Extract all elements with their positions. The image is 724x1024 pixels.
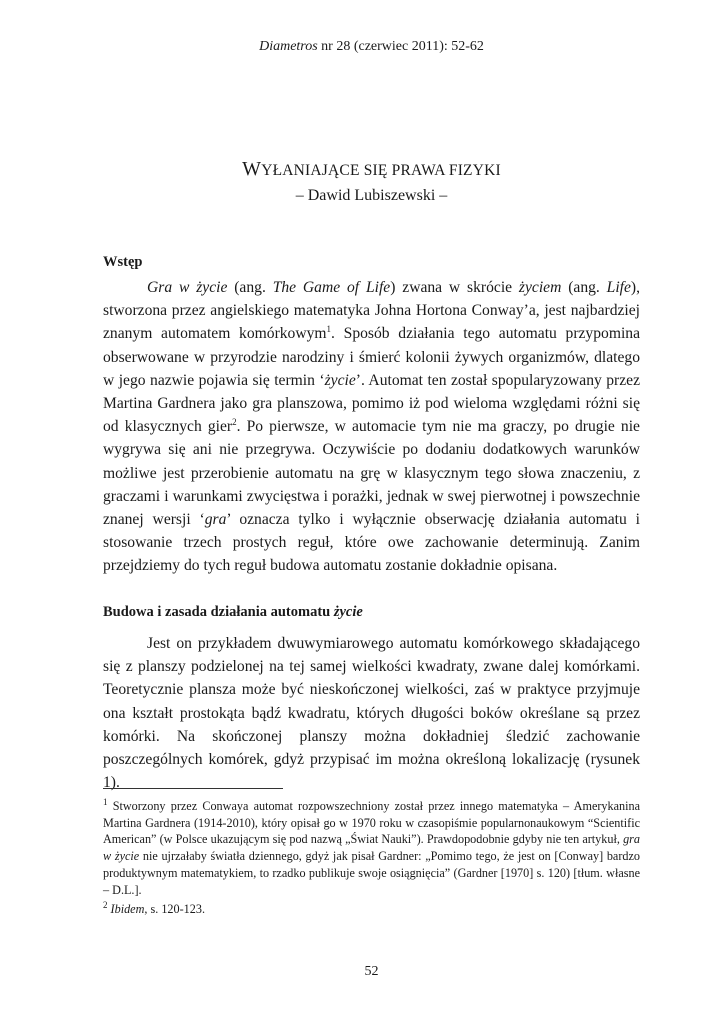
footnote-ref-2[interactable]: 2: [232, 417, 237, 428]
footnote-2-text: , s. 120-123.: [144, 902, 205, 916]
intro-text-9: . Sposób działania tego automatu przypomina obserwowane w przyrodzie narodziny i śmierć kolonii żywych organizmów, dlatego w jego nazwie pojawia się termin ‘: [103, 325, 641, 389]
intro-text-5: życiem: [518, 279, 562, 296]
journal-citation: nr 28 (czerwiec 2011): 52-62: [317, 39, 484, 54]
page-number: 52: [364, 964, 379, 979]
intro-text-13: gra: [204, 511, 227, 529]
intro-text-10: życie: [324, 371, 356, 389]
footnote-2-number: 2: [103, 899, 108, 910]
article-title: [103, 156, 640, 184]
title-rest: YŁANIAJĄCE SIĘ PRAWA FIZYKI: [261, 162, 501, 179]
footnote-separator: [103, 788, 283, 789]
journal-name: Diametros: [259, 39, 318, 54]
footnote-1-italic: gra w życie: [103, 832, 640, 864]
intro-text-3: The Game of Life: [272, 279, 391, 296]
section-heading-structure-main: Budowa i zasada działania automatu: [103, 604, 334, 620]
intro-text-12: . Po pierwsze, w automacie tym nie ma graczy, po drugie nie wygrywa się ani nie przegrywa. Oczywiście po dodaniu dodatkowych warunków możliwe jest przerobienie automatu na grę w klasycznym tego słowa znaczeniu, z graczami i warunkami zwycięstwa i porażki, jednak w swej pierwotnej i powszechnie znanej wersji ‘: [103, 418, 640, 529]
section-heading-structure-italic: życie: [333, 604, 363, 620]
running-header: [103, 38, 640, 56]
article-author: – Dawid Lubiszewski –: [295, 187, 448, 204]
intro-text-1: Gra w życie: [147, 279, 228, 296]
footnote-1: [103, 798, 640, 898]
title-first-letter: W: [242, 158, 262, 180]
footnote-1-text-b: nie ujrzałaby światła dziennego, gdyż jak pisał Gardner: „Pomimo tego, że jest on [Conway] bardzo produktywnym matematykiem, to rzadko publikuje swoje osiągnięcia” (Gardner [1970] s. 120) [tłum. własne – D.L.].: [103, 849, 640, 897]
footnote-2-italic: Ibidem: [110, 902, 145, 916]
footnote-ref-1[interactable]: 1: [326, 324, 332, 335]
intro-text-7: Life: [606, 279, 631, 296]
intro-text-2: (ang.: [227, 279, 273, 296]
intro-text-4: ) zwana w skrócie: [390, 279, 519, 296]
footnote-1-number: 1: [103, 796, 108, 807]
structure-paragraph: Jest on przykładem dwuwymiarowego automatu komórkowego składającego się z planszy podzielonej na tej samej wielkości kwadraty, zwane dalej komórkami. Teoretycznie plansza może być nieskończonej wielkości, zaś w praktyce przyjmuje ona kształt prostokąta bądź kwadratu, których długości boków określane są przez komórki. Na skończonej planszy można dokładniej śledzić zachowanie poszczególnych komórek, gdyż przypisać im można określoną lokalizację (rysunek 1).: [103, 635, 640, 792]
footnote-2: [103, 901, 640, 918]
section-heading-structure: [103, 603, 363, 621]
intro-text-11: ’. Automat ten został spopularyzowany przez Martina Gardnera jako gra planszowa, pomimo iż pod wieloma względami różni się od klasycznych gier: [103, 371, 640, 436]
intro-text-14: ’ oznacza tylko i wyłącznie obserwację działania automatu i stosowanie trzech prostych reguł, które owe zachowanie determinują. Zanim przejdziemy do tych reguł budowa automatu zostanie dokładnie opisana.: [103, 511, 640, 575]
section-heading-intro: Wstęp: [103, 254, 143, 270]
intro-text-8: ), stworzona przez angielskiego matematyka Johna Hortona Conway’a, jest najbardziej znanym automatem komórkowym: [103, 279, 641, 343]
intro-paragraph: [103, 276, 640, 578]
intro-text-6: (ang.: [561, 279, 607, 296]
footnote-1-text-a: Stworzony przez Conwaya automat rozpowszechniony został przez innego matematyka – Amerykanina Martina Gardnera (1914-2010), który opisał go w 1970 roku w czasopiśmie popularnonaukowym “Scientific American” (w Polsce ukazującym się pod nazwą „Świat Nauki”). Prawdopodobnie gdyby nie ten artykuł,: [103, 799, 640, 847]
